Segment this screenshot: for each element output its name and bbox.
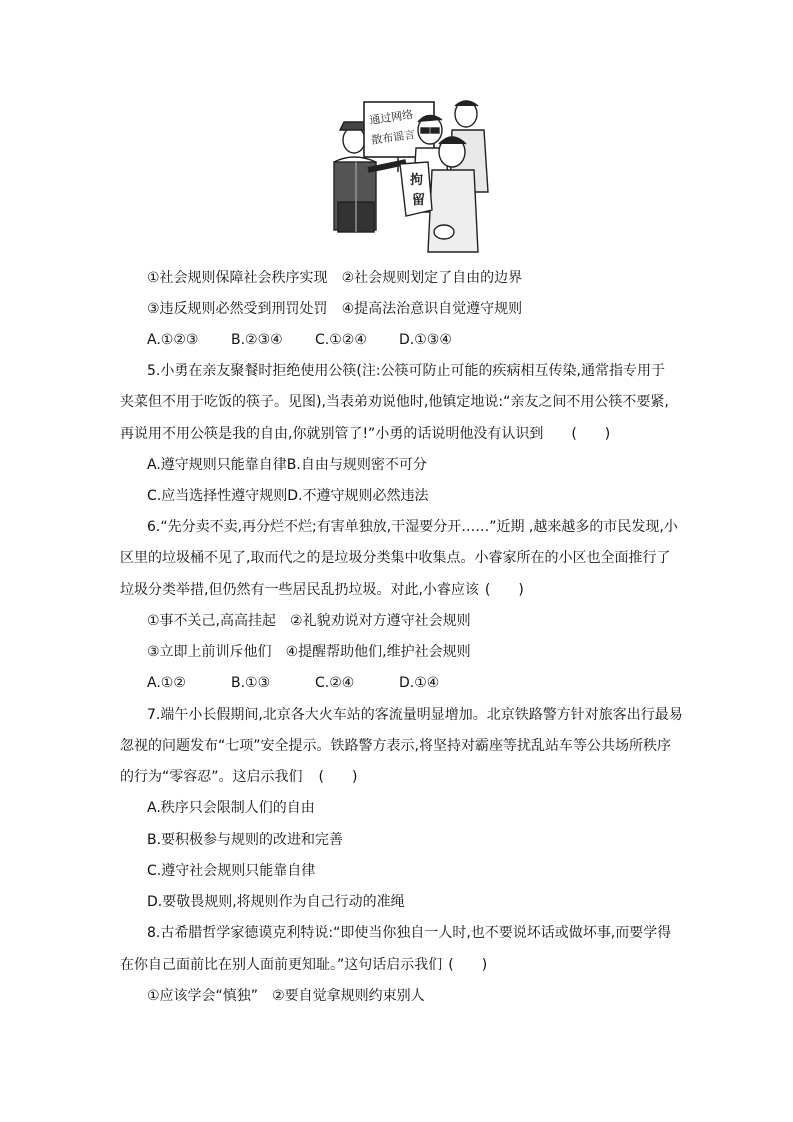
q6-text-line-1: 6.“先分卖不卖,再分烂不烂;有害单独放,干湿要分开……”近期 ,越来越多的市民发现,小 xyxy=(147,519,678,535)
detention-paper xyxy=(400,162,432,216)
q7-text-line-1: 7.端午小长假期间,北京各大火车站的客流量明显增加。北京铁路警方针对旅客出行最易 xyxy=(147,707,683,723)
q4-option-c[interactable]: C.①②④ xyxy=(315,332,367,348)
q6-option-d[interactable]: D.①④ xyxy=(399,675,440,691)
paper-text-1: 拘 xyxy=(410,173,424,188)
q5-options-line-2[interactable]: C.应当选择性遵守规则D.不遵守规则必然违法 xyxy=(147,488,429,504)
q6-statement-row-2 xyxy=(147,642,471,662)
q6-question-end: 垃圾分类举措,但仍然有一些居民乱扔垃圾。对此,小睿应该 xyxy=(120,582,479,598)
q7-option-b[interactable]: B.要积极参与规则的改进和完善 xyxy=(147,832,344,848)
q4-option-b[interactable]: B.②③④ xyxy=(231,332,283,348)
paper-text-2: 留 xyxy=(412,193,426,208)
q8-statement-2: ②要自觉拿规则约束别人 xyxy=(272,988,425,1004)
cartoon-illustration xyxy=(328,92,490,262)
q6-statement-4: ④提醒帮助他们,维护社会规则 xyxy=(285,644,471,660)
q7-option-a[interactable]: A.秩序只会限制人们的自由 xyxy=(147,800,315,816)
q7-answer-paren[interactable]: ( ) xyxy=(318,769,358,785)
q6-answer-paren[interactable]: ( ) xyxy=(484,582,524,598)
q5-text-line-3 xyxy=(120,424,610,444)
q4-statement-2: ②社会规则划定了自由的边界 xyxy=(341,270,523,286)
q5-options-line-1[interactable]: A.遵守规则只能靠自律B.自由与规则密不可分 xyxy=(147,457,427,473)
q5-question-end: 再说用不用公筷是我的自由,你就别管了!”小勇的话说明他没有认识到 xyxy=(120,426,544,442)
q4-option-d[interactable]: D.①③④ xyxy=(399,332,452,348)
q7-question-end: 的行为“零容忍”。这启示我们 xyxy=(120,769,303,785)
q4-statement-row-1 xyxy=(147,268,522,288)
q5-text-line-2: 夹菜但不用于吃饭的筷子。见图),当表弟劝说他时,他镇定地说:“亲友之间不用公筷不要紧, xyxy=(120,394,669,410)
q4-statement-row-2 xyxy=(147,299,522,319)
q6-option-b[interactable]: B.①③ xyxy=(231,675,271,691)
q4-options-row xyxy=(147,330,452,350)
q5-answer-paren[interactable]: ( ) xyxy=(571,426,611,442)
q7-text-line-2: 忽视的问题发布“七项”安全提示。铁路警方表示,将坚持对霸座等扰乱站车等公共场所秩序 xyxy=(120,738,671,754)
q6-statement-1: ①事不关己,高高挂起 xyxy=(147,613,277,629)
q6-options-row xyxy=(147,673,439,693)
q6-statement-row-1 xyxy=(147,611,471,631)
q6-statement-3: ③立即上前训斥他们 xyxy=(147,644,272,660)
q6-text-line-3 xyxy=(120,580,524,600)
q8-text-line-1: 8.古希腊哲学家德谟克利特说:“即使当你独自一人时,也不要说坏话或做坏事,而要学得 xyxy=(147,925,672,941)
q4-statement-4: ④提高法治意识自觉遵守规则 xyxy=(341,301,523,317)
q8-statement-1: ①应该学会“慎独” xyxy=(147,988,259,1004)
q6-statement-2: ②礼貌劝说对方遵守社会规则 xyxy=(290,613,471,629)
q7-option-c[interactable]: C.遵守社会规则只能靠自律 xyxy=(147,863,316,879)
q6-option-a[interactable]: A.①② xyxy=(147,675,186,691)
q6-option-c[interactable]: C.②④ xyxy=(315,675,355,691)
q7-option-d[interactable]: D.要敬畏规则,将规则作为自己行动的准绳 xyxy=(147,894,405,910)
q8-question-end: 在你自己面前比在别人面前更知耻。”这句话启示我们 xyxy=(120,957,443,973)
q4-statement-3: ③违反规则必然受到刑罚处罚 xyxy=(147,301,328,317)
sign-text-2: 散布谣言 xyxy=(370,127,416,147)
sign-text-1: 通过网络 xyxy=(368,107,414,127)
q8-text-line-2 xyxy=(120,955,487,975)
q6-text-line-2: 区里的垃圾桶不见了,取而代之的是垃圾分类集中收集点。小睿家所在的小区也全面推行了 xyxy=(120,550,671,566)
q7-text-line-3 xyxy=(120,767,357,787)
q4-option-a[interactable]: A.①②③ xyxy=(147,332,199,348)
q4-statement-1: ①社会规则保障社会秩序实现 xyxy=(147,270,328,286)
q8-statement-row-1 xyxy=(147,986,425,1006)
q8-answer-paren[interactable]: ( ) xyxy=(448,957,488,973)
q5-text-line-1: 5.小勇在亲友聚餐时拒绝使用公筷(注:公筷可防止可能的疾病相互传染,通常指专用于 xyxy=(147,363,665,379)
